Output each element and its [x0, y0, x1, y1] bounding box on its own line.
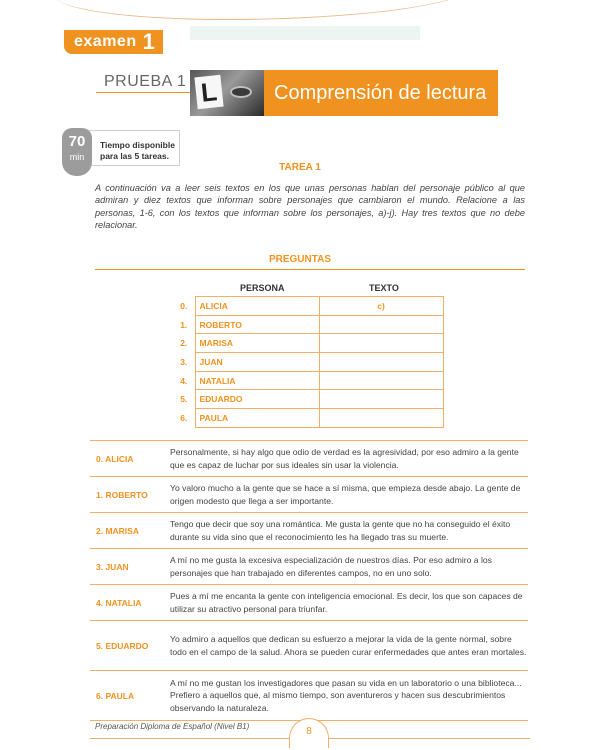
- answer-row: [173, 315, 443, 334]
- prueba-label: PRUEBA 1: [104, 73, 187, 90]
- column-header-persona: PERSONA: [240, 283, 285, 293]
- task-title: TAREA 1: [279, 162, 321, 173]
- person-text-label: 4. NATALIA: [96, 597, 142, 608]
- person-texts-table: [90, 440, 528, 721]
- answer-row: [173, 371, 443, 390]
- exam-number: 1: [142, 29, 155, 54]
- answer-row: [173, 297, 443, 316]
- answer-row-text-field[interactable]: [319, 353, 443, 372]
- person-text-label: 1. ROBERTO: [96, 489, 148, 500]
- person-text-label: 5. EDUARDO: [96, 640, 149, 651]
- person-text-body: A mí no me gustan los investigadores que pasan su vida en un laboratorio o una biblioteca... Prefiero a aquellos que, al mismo tiempo, son aventureros y hacen sus descubrimientos observando la naturaleza.: [170, 677, 522, 713]
- answer-row-person: PAULA: [195, 409, 319, 428]
- answer-row-number: 2.: [180, 338, 188, 349]
- exam-tab: [64, 30, 163, 54]
- answer-row-person: ROBERTO: [195, 315, 319, 334]
- person-text-body: A mí no me gusta la excesiva especialización de nuestros días. Por eso admiro a los personajes que han trabajado en diferentes campos, no en uno solo.: [170, 554, 492, 578]
- answer-row-number: 0.: [180, 300, 188, 311]
- eye-l-icon: L: [190, 70, 264, 116]
- answer-row-number: 4.: [180, 375, 188, 386]
- answer-row-text-field[interactable]: [319, 390, 443, 409]
- time-minutes: 70: [68, 133, 86, 150]
- person-text-row: [90, 671, 528, 721]
- person-text-row: [90, 477, 528, 513]
- person-text-body: Personalmente, si hay algo que odio de verdad es la agresividad, por eso admiro a la gente que es capaz de luchar por sus ideales sin usar la violencia.: [170, 446, 519, 470]
- answer-row: [173, 409, 443, 428]
- questions-divider: [95, 269, 525, 270]
- questions-title: PREGUNTAS: [268, 254, 332, 265]
- person-text-row: [90, 585, 528, 621]
- answer-row-person: ALICIA: [195, 297, 319, 316]
- person-text-label: 6. PAULA: [96, 690, 135, 701]
- faint-header-strip: [190, 26, 420, 40]
- answer-row-number: 1.: [180, 319, 188, 330]
- person-text-label: 2. MARISA: [96, 525, 139, 536]
- answer-row-text-field[interactable]: [319, 371, 443, 390]
- top-decoration: [55, 0, 475, 20]
- answer-row-person: JUAN: [195, 353, 319, 372]
- task-instructions: A continuación va a leer seis textos en los que unas personas hablan del personaje público al que admiran y diez textos que informan sobre personajes que cambiaron el mundo. Relacione a las personas, 1-6, con los textos que informan sobre los personajes, a)-j). Hay tres textos que no debe relacionar.: [95, 183, 525, 231]
- footer-book-title: Preparación Diploma de Español (Nivel B1): [95, 722, 250, 731]
- answer-row-number: 6.: [180, 412, 188, 423]
- person-text-label: 0. ALICIA: [96, 453, 134, 464]
- section-banner: [190, 70, 498, 116]
- answer-row-person: NATALIA: [195, 371, 319, 390]
- answer-row: [173, 353, 443, 372]
- answer-row-text-field[interactable]: [319, 315, 443, 334]
- person-text-body: Tengo que decir que soy una romántica. Me gusta la gente que no ha conseguido el éxito durante su vida sino que el reconocimiento les ha llegado tras su muerte.: [170, 518, 511, 542]
- section-title: Comprensión de lectura: [274, 81, 487, 104]
- exam-word: examen: [74, 33, 137, 50]
- answers-table: [173, 296, 444, 428]
- answer-row-text-field[interactable]: [319, 409, 443, 428]
- person-text-row: [90, 513, 528, 549]
- answer-row-text-field[interactable]: c): [319, 297, 443, 316]
- answer-row-number: 3.: [180, 356, 188, 367]
- answer-row-number: 5.: [180, 394, 188, 405]
- answer-row: [173, 390, 443, 409]
- person-text-label: 3. JUAN: [96, 561, 129, 572]
- prueba-underline: [96, 92, 196, 93]
- page-number: 8: [289, 718, 329, 748]
- answer-row-person: EDUARDO: [195, 390, 319, 409]
- answer-row-person: MARISA: [195, 334, 319, 353]
- time-description: Tiempo disponible para las 5 tareas.: [100, 140, 175, 161]
- person-text-body: Yo admiro a aquellos que dedican su esfuerzo a mejorar la vida de la gente normal, sobre todo en el campo de la salud. Ahora se pueden curar enfermedades que antes eran mortales.: [170, 633, 527, 657]
- time-unit: min: [69, 152, 85, 162]
- person-text-row: [90, 441, 528, 477]
- person-text-body: Pues a mí me encanta la gente con inteligencia emocional. Es decir, los que son capaces de utilizar su atractivo personal para triunfar.: [170, 590, 523, 614]
- person-text-row: [90, 549, 528, 585]
- person-text-row: [90, 621, 528, 671]
- column-header-texto: TEXTO: [369, 283, 399, 293]
- answer-row-text-field[interactable]: [319, 334, 443, 353]
- answer-row: [173, 334, 443, 353]
- person-text-body: Yo valoro mucho a la gente que se hace a sí misma, que empieza desde abajo. La gente de origen modesto que llega a ser importante.: [170, 482, 521, 506]
